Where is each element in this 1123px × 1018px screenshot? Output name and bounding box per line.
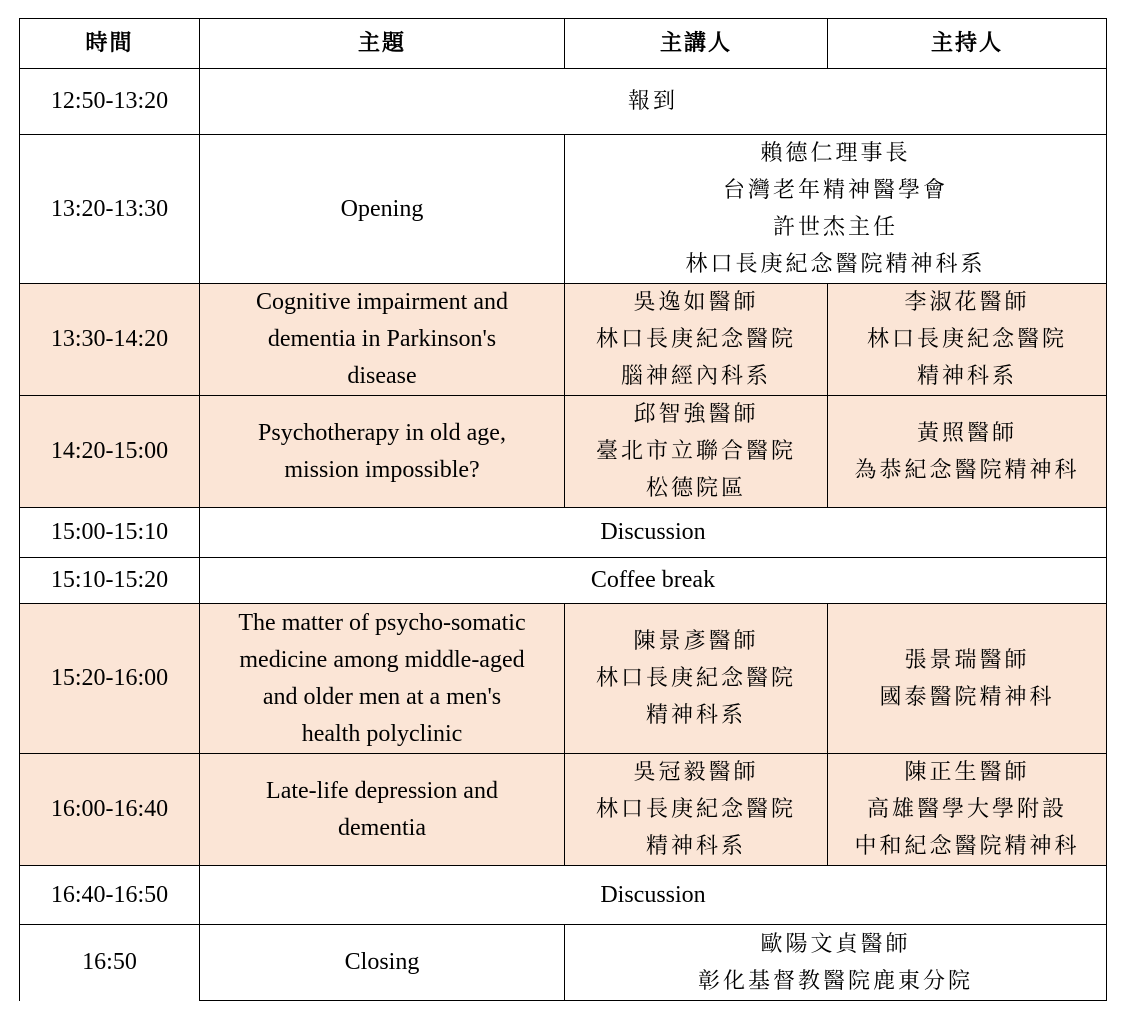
closing-speaker-cell	[565, 925, 1107, 1001]
speaker-line: 林口長庚紀念醫院精神科系	[685, 252, 986, 277]
span-cell: Discussion	[200, 866, 1107, 925]
speaker-line: 松德院區	[645, 476, 746, 501]
speaker-line: 陳景彥醫師	[633, 629, 759, 654]
topic-line: Cognitive impairment and	[256, 289, 508, 315]
topic-cell	[200, 925, 565, 1001]
speaker-line: 歐陽文貞醫師	[760, 931, 911, 957]
host-cell	[828, 396, 1107, 508]
topic-cell	[200, 396, 565, 508]
table-row	[20, 508, 1107, 558]
topic-line: dementia in Parkinson's	[267, 326, 497, 352]
topic-line: Psychotherapy in old age,	[258, 419, 506, 446]
topic-cell	[200, 284, 565, 396]
topic-line: disease	[347, 363, 417, 389]
speaker-cell	[565, 604, 828, 754]
table-row	[20, 284, 1107, 396]
host-line: 李淑花醫師	[904, 290, 1030, 315]
topic-line: Late-life depression and	[266, 777, 498, 804]
host-line: 林口長庚紀念醫院	[866, 327, 1067, 352]
topic-line: Opening	[340, 195, 424, 222]
speaker-line: 腦神經內科系	[620, 364, 771, 389]
topic-cell	[200, 135, 565, 284]
host-line: 高雄醫學大學附設	[866, 797, 1067, 822]
time-cell: 14:20-15:00	[20, 396, 200, 508]
table-row	[20, 604, 1107, 754]
host-line: 國泰醫院精神科	[879, 684, 1055, 710]
table-row	[20, 558, 1107, 604]
agenda-table-wrapper	[19, 18, 1107, 1001]
speaker-line: 賴德仁理事長	[760, 141, 911, 166]
table-row	[20, 135, 1107, 284]
topic-line: The matter of psycho-somatic	[238, 609, 526, 636]
speaker-line: 吳逸如醫師	[633, 290, 759, 315]
topic-cell	[200, 754, 565, 866]
table-row	[20, 866, 1107, 925]
span-cell: Coffee break	[200, 558, 1107, 604]
header-topic: 主題	[200, 19, 565, 69]
agenda-table	[19, 18, 1107, 1001]
header-time: 時間	[20, 19, 200, 69]
speaker-line: 林口長庚紀念醫院	[595, 797, 796, 822]
host-cell	[828, 754, 1107, 866]
topic-line: dementia	[338, 814, 426, 841]
speaker-line: 林口長庚紀念醫院	[595, 666, 796, 691]
header-host: 主持人	[828, 19, 1107, 69]
header-speaker: 主講人	[565, 19, 828, 69]
table-row	[20, 754, 1107, 866]
span-cell: Discussion	[200, 508, 1107, 558]
table-row	[20, 69, 1107, 135]
time-cell: 16:40-16:50	[20, 866, 200, 925]
host-cell	[828, 604, 1107, 754]
speaker-line: 彰化基督教醫院鹿東分院	[697, 968, 973, 994]
host-cell	[828, 284, 1107, 396]
speaker-line: 林口長庚紀念醫院	[595, 327, 796, 352]
span-cell: 報到	[200, 69, 1107, 135]
topic-cell	[200, 604, 565, 754]
speaker-cell	[565, 396, 828, 508]
host-line: 精神科系	[916, 364, 1017, 389]
topic-line: and older men at a men's	[262, 683, 502, 710]
host-line: 中和紀念醫院精神科	[854, 834, 1080, 859]
host-line: 張景瑞醫師	[904, 647, 1030, 673]
speaker-cell	[565, 754, 828, 866]
speaker-line: 邱智強醫師	[633, 402, 759, 427]
speaker-line: 台灣老年精神醫學會	[722, 178, 948, 203]
speaker-line: 臺北市立聯合醫院	[595, 439, 796, 464]
speaker-line: 精神科系	[645, 703, 746, 728]
time-cell: 13:30-14:20	[20, 284, 200, 396]
topic-line: health polyclinic	[301, 720, 463, 747]
speaker-line: 吳冠毅醫師	[633, 760, 759, 785]
time-cell: 15:20-16:00	[20, 604, 200, 754]
host-line: 陳正生醫師	[904, 760, 1030, 785]
header-row	[20, 19, 1107, 69]
time-cell: 15:10-15:20	[20, 558, 200, 604]
time-cell: 12:50-13:20	[20, 69, 200, 135]
host-line: 為恭紀念醫院精神科	[854, 457, 1080, 483]
topic-line: medicine among middle-aged	[239, 646, 525, 673]
time-cell: 15:00-15:10	[20, 508, 200, 558]
time-cell: 13:20-13:30	[20, 135, 200, 284]
speaker-line: 許世杰主任	[772, 215, 898, 240]
time-cell: 16:00-16:40	[20, 754, 200, 866]
speaker-cell	[565, 284, 828, 396]
table-row	[20, 396, 1107, 508]
host-line: 黃照醫師	[916, 420, 1017, 446]
opening-speakers-cell	[565, 135, 1107, 284]
speaker-line: 精神科系	[645, 834, 746, 859]
topic-line: Closing	[344, 949, 420, 975]
time-cell: 16:50	[20, 925, 200, 1001]
table-row	[20, 925, 1107, 1001]
topic-line: mission impossible?	[284, 456, 480, 483]
